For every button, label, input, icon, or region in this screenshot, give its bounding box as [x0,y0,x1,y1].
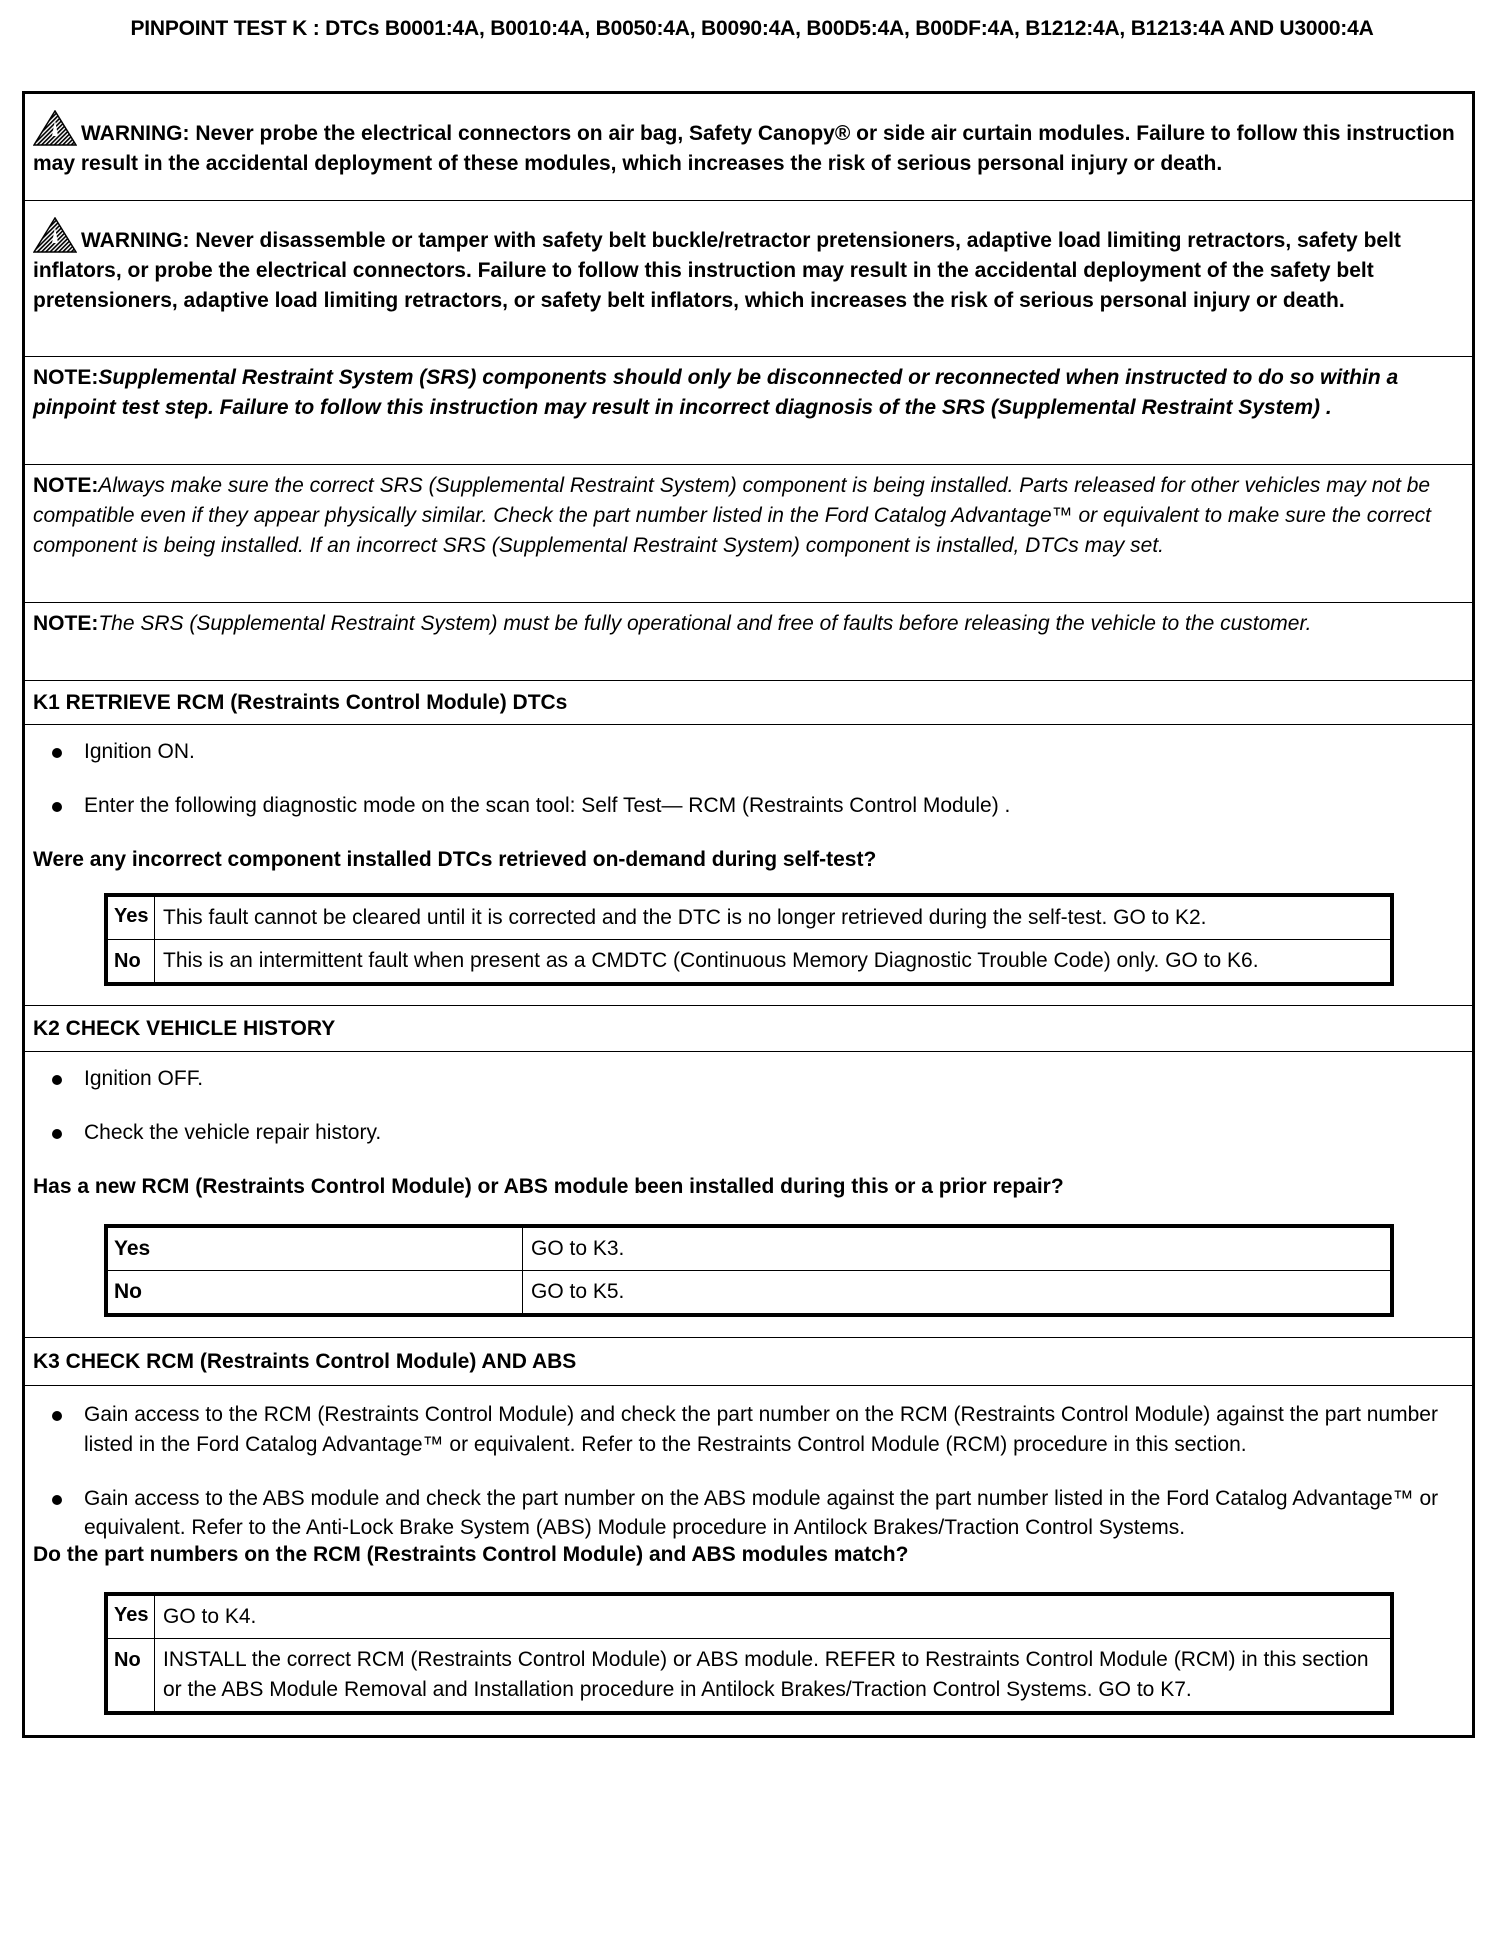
note-label: NOTE: [33,474,99,497]
step-question: Has a new RCM (Restraints Control Module) or ABS module been installed during this or a prior repair? [33,1175,1064,1198]
bullet-icon [52,1495,62,1505]
bullet-icon [52,802,62,812]
list-item: Ignition OFF. [33,1064,1464,1094]
answer-key: Yes [106,895,155,940]
answer-table [104,1592,1394,1715]
answer-key: Yes [106,1226,523,1271]
answer-text: GO to K5. [523,1271,1393,1316]
warning-safety-belt [25,201,1472,357]
table-row [106,1271,1392,1316]
warning-label: WARNING [81,229,183,252]
table-row [106,1639,1392,1714]
step-k2-heading: K2 CHECK VEHICLE HISTORY [25,1006,1472,1052]
note-correct-component [25,465,1472,603]
answer-key: Yes [106,1594,155,1639]
answer-text: GO to K3. [523,1226,1393,1271]
table-row [106,895,1392,940]
table-row [106,1594,1392,1639]
table-row [106,940,1392,985]
page-title: PINPOINT TEST K : DTCs B0001:4A, B0010:4A, B0050:4A, B0090:4A, B00D5:4A, B00DF:4A, B1212:4A, B1213:4A AND U3000:4A [130,17,1374,40]
answer-key: No [106,940,155,985]
bullet-icon [52,1411,62,1421]
list-item: Ignition ON. [33,737,1464,767]
answer-table [104,1224,1394,1317]
answer-text: This fault cannot be cleared until it is corrected and the DTC is no longer retrieved during the self-test. GO to K2. [155,895,1393,940]
step-k3-body [25,1386,1472,1735]
answer-table [104,893,1394,986]
note-text: Always make sure the correct SRS (Supplemental Restraint System) component is being installed. Parts released for other vehicles may not be compatible even if they appear physically similar. Check the part number listed in the Ford Catalog Advantage™ or equivalent to make sure the correct component is being installed. If an incorrect SRS (Supplemental Restraint System) component is installed, DTCs may set. [33,474,1431,557]
answer-text: INSTALL the correct RCM (Restraints Control Module) or ABS module. REFER to Restraints Control Module (RCM) in this section or the ABS Module Removal and Installation procedure in Antilock Brakes/Traction Control Systems. GO to K7. [155,1639,1393,1714]
answer-key: No [106,1639,155,1714]
table-row [106,1226,1392,1271]
answer-key: No [106,1271,523,1316]
warning-text: : Never probe the electrical connectors on air bag, Safety Canopy® or side air curtain modules. Failure to follow this instruction may result in the accidental deployment of these modules, which increases the risk of serious personal injury or death. [33,122,1455,175]
note-text: The SRS (Supplemental Restraint System) must be fully operational and free of faults before releasing the vehicle to the customer. [98,612,1312,635]
list-item: Check the vehicle repair history. [33,1118,1464,1148]
warning-triangle-icon [33,217,77,253]
answer-text: This is an intermittent fault when present as a CMDTC (Continuous Memory Diagnostic Trouble Code) only. GO to K6. [155,940,1393,985]
warning-text: : Never disassemble or tamper with safety belt buckle/retractor pretensioners, adaptive load limiting retractors, safety belt inflators, or probe the electrical connectors. Failure to follow this instruction may result in the accidental deployment of the safety belt pretensioners, adaptive load limiting retractors, or safety belt inflators, which increases the risk of serious personal injury or death. [33,229,1401,312]
bullet-icon [52,748,62,758]
step-k3-heading: K3 CHECK RCM (Restraints Control Module) AND ABS [25,1338,1472,1386]
note-label: NOTE: [33,366,99,389]
step-question: Do the part numbers on the RCM (Restraints Control Module) and ABS modules match? [33,1543,909,1566]
warning-label: WARNING [81,122,183,145]
note-text: Supplemental Restraint System (SRS) components should only be disconnected or reconnected when instructed to do so within a pinpoint test step. Failure to follow this instruction may result in incorrect diagnosis of the SRS (Supplemental Restraint System) . [33,366,1399,419]
pinpoint-test-frame [22,91,1475,1738]
list-item: Enter the following diagnostic mode on the scan tool: Self Test— RCM (Restraints Control Module) . [33,791,1464,821]
bullet-icon [52,1075,62,1085]
step-k2-body [25,1052,1472,1338]
step-k1-body [25,725,1472,1006]
step-k1-heading: K1 RETRIEVE RCM (Restraints Control Module) DTCs [25,681,1472,725]
note-srs-operational [25,603,1472,681]
warning-airbag [25,94,1472,201]
warning-triangle-icon [33,110,77,146]
list-item: Gain access to the ABS module and check the part number on the ABS module against the part number listed in the Ford Catalog Advantage™ or equivalent. Refer to the Anti-Lock Brake System (ABS) Module procedure in Antilock Brakes/Traction Control Systems. [33,1484,1464,1542]
bullet-icon [52,1129,62,1139]
note-label: NOTE: [33,612,99,635]
step-question: Were any incorrect component installed DTCs retrieved on-demand during self-test? [33,848,877,871]
answer-text: GO to K4. [155,1594,1393,1639]
note-srs-disconnect [25,357,1472,465]
list-item: Gain access to the RCM (Restraints Control Module) and check the part number on the RCM (Restraints Control Module) against the part number listed in the Ford Catalog Advantage™ or equivalent. Refer to the Restraints Control Module (RCM) procedure in this section. [33,1400,1464,1460]
